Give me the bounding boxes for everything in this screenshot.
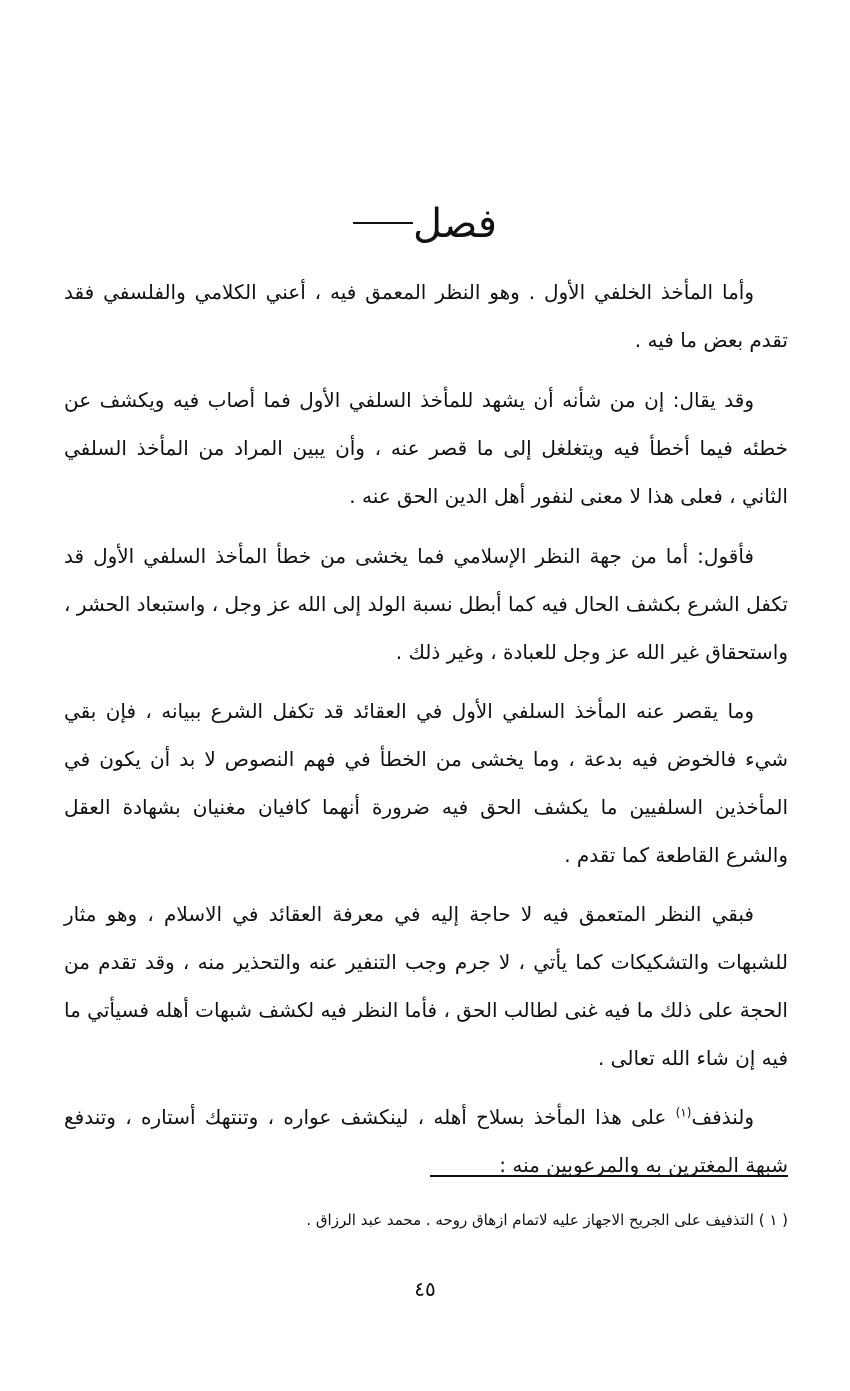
footnote-reference[interactable]: (١) xyxy=(675,1105,692,1120)
section-heading-text: فصل xyxy=(412,201,498,247)
paragraph-rest: على هذا المأخذ بسلاح أهله ، لينكشف عواره ، وتنتهك أستاره ، وتندفع شبهة المغترين به والمرعوبين منه : xyxy=(64,1105,788,1177)
page-number: ٤٥ xyxy=(414,1277,436,1301)
section-heading xyxy=(0,196,850,252)
paragraph: فبقي النظر المتعمق فيه لا حاجة إليه في معرفة العقائد في الاسلام ، وهو مثار للشبهات والتشكيكات كما يأتي ، لا جرم وجب التنفير عنه والتحذير منه ، وقد تقدم من الحجة على ذلك ما فيه غنى لطالب الحق ، فأما النظر فيه لكشف شبهات أهله فسيأتي ما فيه إن شاء الله تعالى . xyxy=(64,902,788,1070)
paragraph: فأقول: أما من جهة النظر الإسلامي فما يخشى من خطأ المأخذ السلفي الأول قد تكفل الشرع بكشف الحال فيه كما أبطل نسبة الولد إلى الله عز وجل ، واستبعاد الحشر ، واستحقاق غير الله عز وجل للعبادة ، وغير ذلك . xyxy=(64,544,788,664)
paragraph-start: ولنذفف xyxy=(691,1105,754,1129)
paragraph: وقد يقال: إن من شأنه أن يشهد للمأخذ السلفي الأول فما أصاب فيه ويكشف عن خطئه فيما أخطأ فيه ويتغلغل إلى ما قصر عنه ، وأن يبين المراد من المأخذ السلفي الثاني ، فعلى هذا لا معنى لنفور أهل الدين الحق عنه . xyxy=(64,388,788,508)
heading-flourish xyxy=(353,222,413,224)
footnote: ( ١ ) التذفيف على الجريح الاجهاز عليه لاتمام ازهاق روحه . محمد عبد الرزاق . xyxy=(306,1211,788,1229)
paragraph: وأما المأخذ الخلفي الأول . وهو النظر المعمق فيه ، أعني الكلامي والفلسفي فقد تقدم بعض ما فيه . xyxy=(64,280,788,352)
footnote-divider xyxy=(430,1175,788,1177)
body-text xyxy=(64,268,788,1189)
paragraph: وما يقصر عنه المأخذ السلفي الأول في العقائد قد تكفل الشرع ببيانه ، فإن بقي شيء فالخوض فيه بدعة ، وما يخشى من الخطأ في فهم النصوص لا بد أن يكون في المأخذين السلفيين ما يكشف الحق فيه ضرورة أنهما كافيان مغنيان بشهادة العقل والشرع القاطعة كما تقدم . xyxy=(64,699,788,867)
